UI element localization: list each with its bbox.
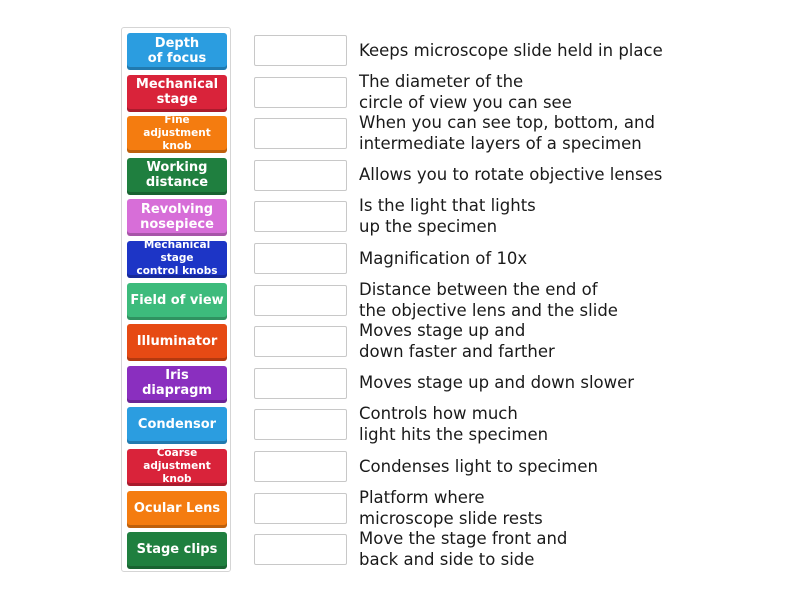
definition-text [359,72,779,112]
answer-tile-label: Field of view [130,292,224,308]
definition-text [359,280,779,320]
definition-label: Condenses light to specimen [359,456,598,476]
answer-tile[interactable] [127,241,227,278]
drop-target-box[interactable] [254,77,347,108]
definition-label: The diameter of the circle of view you can see [359,71,572,112]
definition-text [359,363,779,403]
definition-text [359,30,779,70]
definition-label: Allows you to rotate objective lenses [359,165,663,185]
answer-tile-label: Iris diapragm [142,368,212,399]
definition-text [359,321,779,361]
answer-tile[interactable] [127,324,227,361]
answer-tile-label: Condensor [137,417,217,433]
definition-label: Is the light that lights up the specimen [359,196,536,237]
answer-tile[interactable] [127,116,227,153]
answer-tile[interactable] [127,366,227,403]
definition-label: Platform where microscope slide rests [359,487,543,528]
answer-tile[interactable] [127,33,227,70]
answer-tile-label: Working distance [145,160,209,191]
answer-tile[interactable] [127,491,227,528]
definition-text [359,113,779,153]
drop-target-box[interactable] [254,285,347,316]
definition-label: Move the stage front and back and side to side [359,529,568,570]
answer-tile-label: Stage clips [136,542,218,558]
answer-tile-label: Mechanical stage control knobs [136,239,218,277]
definition-label: Moves stage up and down slower [359,373,635,393]
drop-target-box[interactable] [254,201,347,232]
definition-label: When you can see top, bottom, and intermediate layers of a specimen [359,113,655,154]
definition-text [359,238,779,278]
answer-tile[interactable] [127,158,227,195]
definition-text [359,155,779,195]
definition-label: Magnification of 10x [359,248,528,268]
definition-text [359,446,779,486]
answer-tile-label: Mechanical stage [135,77,219,108]
definition-label: Keeps microscope slide held in place [359,40,663,60]
drop-target-box[interactable] [254,451,347,482]
tile-bank [121,27,231,572]
definition-label: Moves stage up and down faster and farther [359,321,555,362]
drop-target-box[interactable] [254,493,347,524]
drop-target-box[interactable] [254,35,347,66]
definition-text [359,488,779,528]
answer-tile[interactable] [127,407,227,444]
answer-tile-label: Depth of focus [147,35,207,66]
answer-tile[interactable] [127,532,227,569]
drop-target-box[interactable] [254,534,347,565]
definition-text [359,529,779,569]
answer-tile[interactable] [127,449,227,486]
definition-text [359,404,779,444]
drop-target-box[interactable] [254,368,347,399]
answer-tile-label: Coarse adjustment knob [143,447,211,485]
definition-label: Distance between the end of the objective lens and the slide [359,279,618,320]
definition-label: Controls how much light hits the specimen [359,404,549,445]
answer-tile-label: Fine adjustment knob [143,114,211,153]
answer-tile[interactable] [127,75,227,112]
answer-tile-label: Ocular Lens [133,500,221,516]
drop-target-box[interactable] [254,243,347,274]
drop-target-box[interactable] [254,160,347,191]
answer-tile-label: Revolving nosepiece [140,201,214,232]
answer-tile-label: Illuminator [136,334,218,350]
answer-tile[interactable] [127,283,227,320]
definition-text [359,196,779,236]
drop-target-box[interactable] [254,409,347,440]
drop-target-box[interactable] [254,118,347,149]
answer-tile[interactable] [127,199,227,236]
drop-target-box[interactable] [254,326,347,357]
